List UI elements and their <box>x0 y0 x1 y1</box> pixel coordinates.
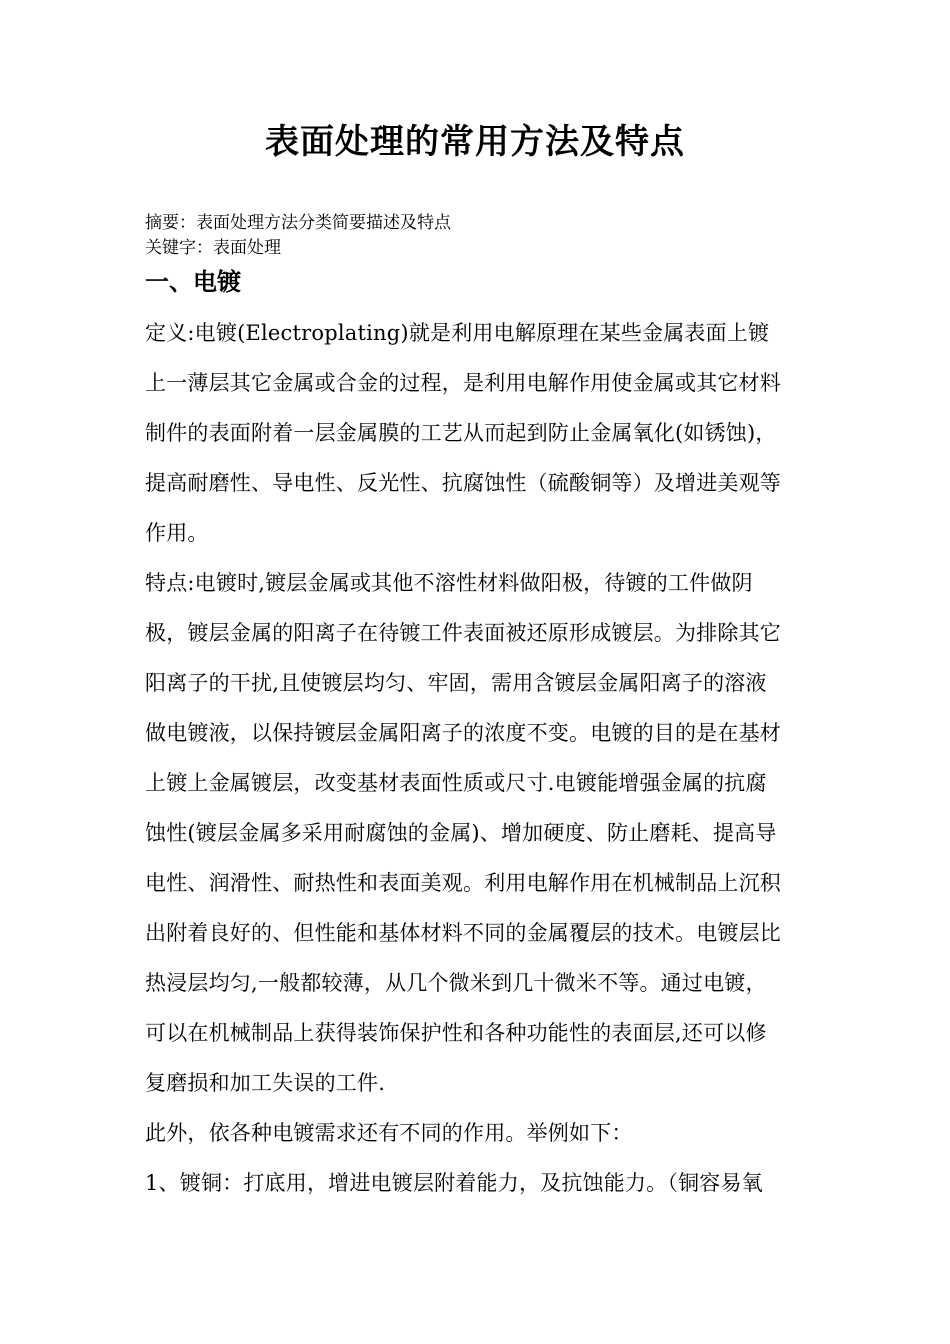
paragraph-line: 此外，依各种电镀需求还有不同的作用。举例如下： <box>145 1121 633 1145</box>
abstract-line: 摘要：表面处理方法分类简要描述及特点 <box>145 213 451 233</box>
paragraph-line: 蚀性(镀层金属多采用耐腐蚀的金属)、增加硬度、防止磨耗、提高导 <box>145 821 777 845</box>
paragraph-line: 提高耐磨性、导电性、反光性、抗腐蚀性（硫酸铜等）及增进美观等 <box>145 471 781 495</box>
paragraph-line: 定义:电镀(Electroplating)就是利用电解原理在某些金属表面上镀 <box>145 321 770 345</box>
paragraph-line: 做电镀液，以保持镀层金属阳离子的浓度不变。电镀的目的是在基材 <box>145 721 781 745</box>
intro-paragraph <box>145 1108 817 1158</box>
paragraph-line: 作用。 <box>145 521 209 545</box>
features-paragraph <box>145 558 817 1108</box>
paragraph-line: 极，镀层金属的阳离子在待镀工件表面被还原形成镀层。为排除其它 <box>145 621 781 645</box>
document-title: 表面处理的常用方法及特点 <box>265 122 685 162</box>
section-heading-electroplating: 一、电镀 <box>145 267 241 296</box>
paragraph-line: 可以在机械制品上获得装饰保护性和各种功能性的表面层,还可以修 <box>145 1021 767 1045</box>
paragraph-line: 阳离子的干扰,且使镀层均匀、牢固，需用含镀层金属阳离子的溶液 <box>145 671 767 695</box>
definition-paragraph <box>145 308 817 558</box>
paragraph-line: 上一薄层其它金属或合金的过程，是利用电解作用使金属或其它材料 <box>145 371 781 395</box>
paragraph-line: 上镀上金属镀层，改变基材表面性质或尺寸.电镀能增强金属的抗腐 <box>145 771 767 795</box>
paragraph-line: 1、镀铜：打底用，增进电镀层附着能力，及抗蚀能力。（铜容易氧 <box>145 1171 763 1195</box>
paragraph-line: 特点:电镀时,镀层金属或其他不溶性材料做阳极，待镀的工件做阴 <box>145 571 753 595</box>
paragraph-line: 热浸层均匀,一般都较薄，从几个微米到几十微米不等。通过电镀， <box>145 971 767 995</box>
keywords-line: 关键字：表面处理 <box>145 238 281 258</box>
list-item-copper-plating <box>145 1158 817 1208</box>
paragraph-line: 出附着良好的、但性能和基体材料不同的金属覆层的技术。电镀层比 <box>145 921 781 945</box>
paragraph-line: 制件的表面附着一层金属膜的工艺从而起到防止金属氧化(如锈蚀)， <box>145 421 777 445</box>
paragraph-line: 电性、润滑性、耐热性和表面美观。利用电解作用在机械制品上沉积 <box>145 871 781 895</box>
paragraph-line: 复磨损和加工失误的工件. <box>145 1071 386 1095</box>
